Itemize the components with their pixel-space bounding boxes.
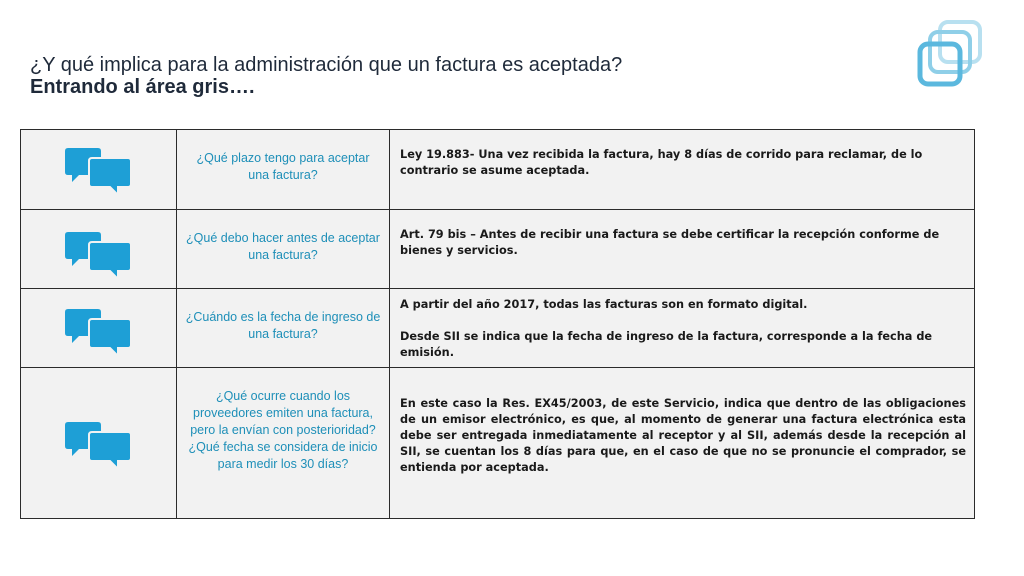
title-block — [30, 54, 890, 98]
overlapping-squares-logo-icon — [914, 18, 986, 90]
answer-text-secondary: Desde SII se indica que la fecha de ingreso de la factura, corresponde a la fecha de emisión. — [400, 330, 933, 359]
page-subtitle: Entrando al área gris…. — [30, 76, 255, 98]
speech-bubbles-icon — [65, 232, 131, 280]
table-row — [21, 210, 975, 289]
question-text: ¿Qué plazo tengo para aceptar una factura? — [196, 151, 370, 182]
speech-bubbles-icon — [65, 309, 131, 357]
question-text: ¿Cuándo es la fecha de ingreso de una factura? — [185, 310, 381, 341]
question-text-secondary: ¿Qué fecha se considera de inicio para medir los 30 días? — [188, 440, 378, 471]
answer-text: Ley 19.883- Una vez recibida la factura, hay 8 días de corrido para reclamar, de lo contrario se asume aceptada. — [400, 148, 923, 177]
speech-bubbles-icon — [65, 422, 131, 470]
page-title: ¿Y qué implica para la administración que un factura es aceptada? — [30, 54, 623, 76]
icon-cell — [21, 210, 177, 289]
answer-text: A partir del año 2017, todas las facturas son en formato digital. — [400, 298, 808, 311]
answer-text: Art. 79 bis – Antes de recibir una factura se debe certificar la recepción conforme de bienes y servicios. — [400, 228, 940, 257]
question-text: ¿Qué debo hacer antes de aceptar una factura? — [186, 231, 380, 262]
speech-bubbles-icon — [65, 148, 131, 196]
icon-cell — [21, 368, 177, 519]
table-row — [21, 289, 975, 368]
answer-text: En este caso la Res. EX45/2003, de este Servicio, indica que dentro de las obligaciones de un emisor electrónico, es que, al momento de generar una factura electrónica esta debe ser entregada inmediatamente al receptor y al SII, además desde la recepción al SII, se cuentan los 8 días para que, en el caso de que no se pronuncie el comprador, se entienda por aceptada. — [400, 397, 966, 474]
table-row — [21, 130, 975, 210]
faq-table — [20, 129, 975, 519]
table-row — [21, 368, 975, 519]
icon-cell — [21, 130, 177, 210]
question-text: ¿Qué ocurre cuando los proveedores emiten una factura, pero la envían con posterioridad? — [190, 389, 376, 437]
icon-cell — [21, 289, 177, 368]
